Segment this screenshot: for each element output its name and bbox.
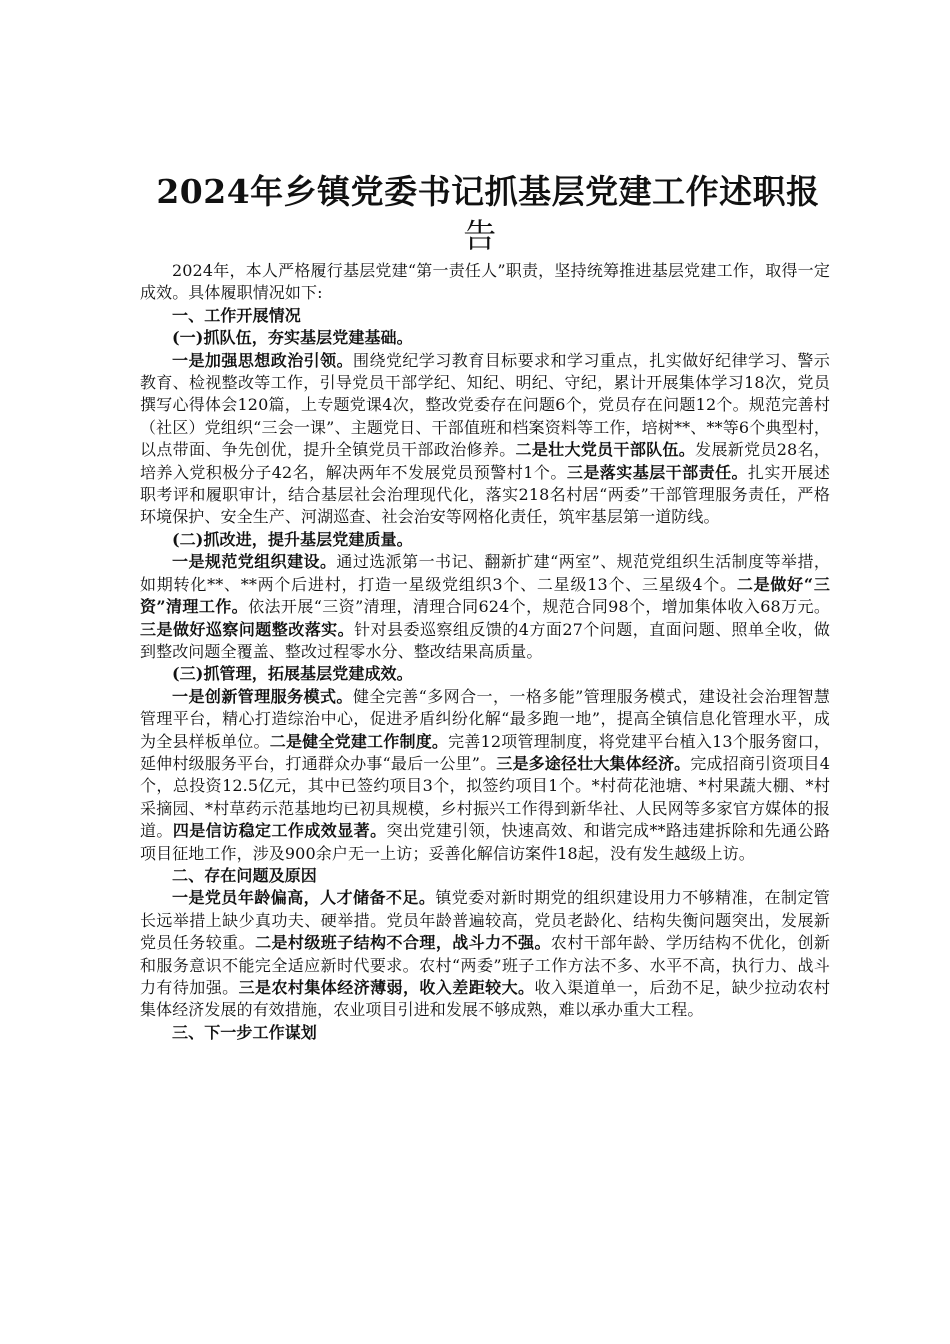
lead-phrase: 一是规范党组织建设。: [172, 552, 337, 572]
paragraph-improvement: [140, 551, 830, 663]
section-heading-3: 三、下一步工作谋划: [172, 1022, 317, 1042]
lead-phrase: 三是落实基层干部责任。: [566, 462, 749, 482]
document-page: [140, 170, 830, 1044]
lead-phrase: 一是加强思想政治引领。: [172, 350, 354, 370]
paragraph-problems: [140, 887, 830, 1021]
body-text: 完善12项管理制度，将党建平台植入13个服务窗口，延伸村级服务平台，打通群众办事“最后一公里”。: [140, 731, 830, 773]
body-text: 镇党委对新时期党的组织建设用力不够精准，在制定管长远举措上缺少真功夫、硬举措。党员年龄普遍较高，党员老龄化、结构失衡问题突出，发展新党员任务较重。: [140, 888, 830, 953]
subsection-heading-3: (三)抓管理，拓展基层党建成效。: [172, 664, 413, 684]
body-text: 针对县委巡察组反馈的4方面27个问题，直面问题、照单全收，做到整改问题全覆盖、整改过程零水分、整改结果高质量。: [140, 619, 830, 661]
subsection-heading-2: (二)抓改进，提升基层党建质量。: [172, 529, 413, 549]
body-text: 健全完善“多网合一，一格多能”管理服务模式，建设社会治理智慧管理平台，精心打造综治中心，促进矛盾纠纷化解“最多跑一地”，提高全镇信息化管理水平，成为全县样板单位。: [140, 686, 830, 751]
lead-phrase: 一是创新管理服务模式。: [172, 686, 353, 706]
body-text: 收入渠道单一，后劲不足，缺少拉动农村集体经济发展的有效措施，农业项目引进和发展不够成熟，难以承办重大工程。: [140, 978, 830, 1020]
body-text: 围绕党纪学习教育目标要求和学习重点，扎实做好纪律学习、警示教育、检视整改等工作，引导党员干部学纪、知纪、明纪、守纪，累计开展集体学习18次，党员撰写心得体会120篇，上专题党课4次，整改党委存在问题6个，党员存在问题12个。规范完善村（社区）党组织“三会一课”、主题党日、干部值班和档案资料等工作，培树**、**等6个典型村，以点带面、争先创优，提升全镇党员干部政治修养。: [140, 350, 830, 460]
body-text: 扎实开展述职考评和履职审计，结合基层社会治理现代化，落实218名村居“两委”干部管理服务责任，严格环境保护、安全生产、河湖巡查、社会治安等网格化责任，筑牢基层第一道防线。: [140, 462, 830, 527]
lead-phrase: 二是健全党建工作制度。: [269, 731, 449, 751]
body-text: 依法开展“三资”清理，清理合同624个，规范合同98个，增加集体收入68万元。: [248, 597, 830, 617]
title-line-1: 2024年乡镇党委书记抓基层党建工作述职报: [156, 172, 820, 211]
lead-phrase: 三是多途径壮大集体经济。: [496, 753, 691, 773]
intro-paragraph: 2024年，本人严格履行基层党建“第一责任人”职责，坚持统筹推进基层党建工作，取得一定成效。具体履职情况如下:: [140, 261, 830, 303]
body-text: 发展新党员28名，培养入党积极分子42名，解决两年不发展党员预警村1个。: [140, 440, 830, 482]
lead-phrase: 三是农村集体经济薄弱，收入差距较大。: [238, 978, 535, 997]
paragraph-management: [140, 686, 830, 865]
section-heading-2: 二、存在问题及原因: [172, 865, 317, 885]
lead-phrase: 二是做好“三资”清理工作。: [140, 574, 830, 617]
document-title: [140, 170, 830, 258]
body-text: 突出党建引领，快速高效、和谐完成**路违建拆除和先通公路项目征地工作，涉及900余户无一上访；妥善化解信访案件18起，没有发生越级上访。: [140, 821, 830, 863]
lead-phrase: 二是村级班子结构不合理，战斗力不强。: [255, 933, 551, 953]
body-text: 农村干部年龄、学历结构不优化，创新和服务意识不能完全适应新时代要求。农村“两委”班子工作方法不多、水平不高，执行力、战斗力有待加强。: [140, 933, 831, 997]
document-body: [140, 260, 830, 1044]
lead-phrase: 三是做好巡察问题整改落实。: [140, 619, 355, 639]
body-text: 完成招商引资项目4个，总投资12.5亿元，其中已签约项目3个，拟签约项目1个。*村荷花池塘、*村果蔬大棚、*村采摘园、*村草药示范基地均已初具规模，乡村振兴工作得到新华社、人民网等多家官方媒体的报道。: [140, 753, 830, 841]
body-text: 通过选派第一书记、翻新扩建“两室”、规范党组织生活制度等举措，如期转化**、**两个后进村，打造一星级党组织3个、二星级13个、三星级4个。: [140, 552, 830, 594]
lead-phrase: 四是信访稳定工作成效显著。: [172, 821, 387, 841]
section-heading-1: 一、工作开展情况: [172, 305, 301, 325]
lead-phrase: 二是壮大党员干部队伍。: [515, 440, 696, 460]
lead-phrase: 一是党员年龄偏高，人才储备不足。: [172, 888, 436, 908]
subsection-heading-1: (一)抓队伍，夯实基层党建基础。: [172, 328, 413, 348]
title-line-2: 告: [463, 216, 497, 255]
paragraph-team: [140, 350, 830, 529]
